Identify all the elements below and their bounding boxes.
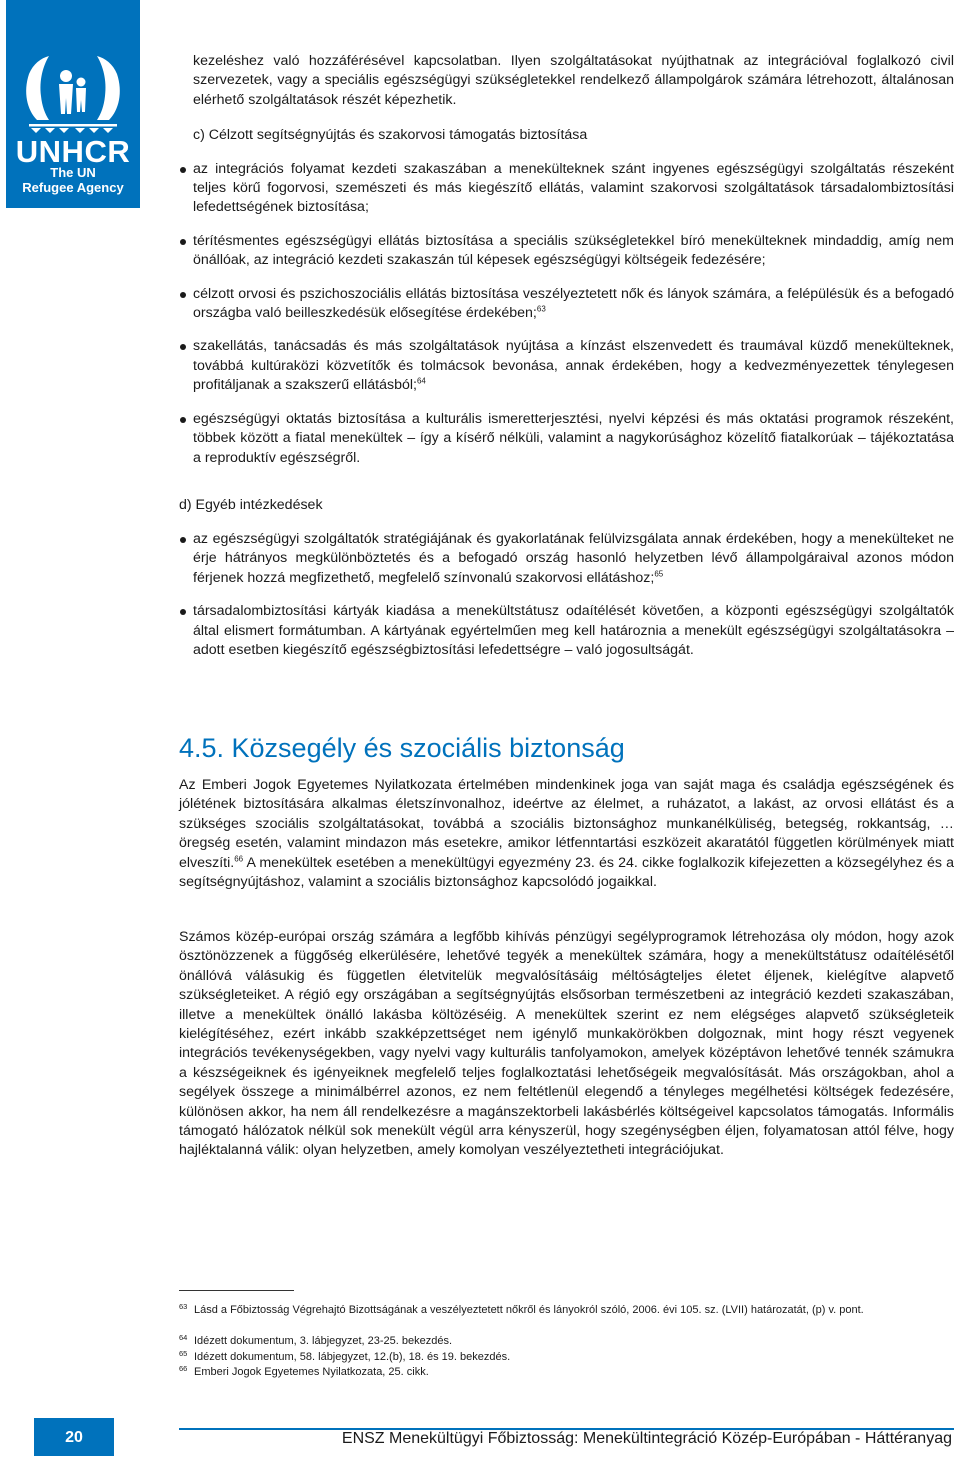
page-number: 20 [34,1418,114,1456]
footer-title: ENSZ Menekültügyi Főbiztosság: Menekültintegráció Közép-Európában - Háttéranyag [341,1430,952,1447]
list-item: az egészségügyi szolgáltatók stratégiájának és gyakorlatának felülvizsgálata annak érdekében, hogy a menekülteket ne érje hátrányos megkülönböztetés és a befogadó ország hasonló helyzetben lévő állampolgáraival azonos módon férjenek hozzá megfizethető, megfelelő színvonalú szakorvosi ellátáshoz;$^{65}$ [193,530,954,588]
section-c-list [193,160,954,468]
list-item: térítésmentes egészségügyi ellátás biztosítása a speciális szükségletekkel bíró menekülteknek mindaddig, amíg nem önállóak, az integráció kezdeti szakaszán túl képesek egészségügyi költségeik fedezésére; [193,232,954,271]
unhcr-logo [6,0,140,208]
section-d-list [193,530,954,660]
footnote: 63 Lásd a Főbiztosság Végrehajtó Bizottságának a veszélyeztetett nőkről és lányokról szóló, 2006. évi 105. sz. (LVII) határozatát, (p) v. pont. [179,1302,864,1316]
section-d-heading: d) Egyéb intézkedések [179,497,323,513]
list-item: célzott orvosi és pszichoszociális ellátás biztosítása veszélyeztetett nők és lányok számára, a felépülésük és a befogadó országba való beilleszkedésük elősegítése érdekében;$^{63}$ [193,285,954,324]
footnote-ref: 66 [234,853,244,863]
footnote: 65 Idézett dokumentum, 58. lábjegyzet, 12.(b), 18. és 19. bekezdés. [179,1349,511,1363]
list-item: egészségügyi oktatás biztosítása a kulturális ismeretterjesztési, nyelvi képzési és más oktatási programok részeként, többek között a fiatal menekültek – így a kísérő nélküli, valamint a nagykorúsághoz közelítő fiatalkorúak – tájékoztatása a reproduktív egészségről. [193,410,954,468]
list-item: szakellátás, tanácsadás és más szolgáltatások nyújtása a kínzást elszenvedett és traumával küzdő menekülteknek, továbbá kultúraközi közvetítők és tolmácsok bevonása, annak érdekében, hogy a kedvezményezettek ténylegesen profitáljanak a szakszerű ellátásból;$^{64}$ [193,337,954,395]
paragraph-challenges: Számos közép-európai ország számára a legfőbb kihívás pénzügyi segélyprogramok létrehozása oly módon, hogy azok ösztönözzenek a függőség elkerülésére, lehetővé tegyék a menekültek számára, hogy a menekültstátusz odaítélésétől önállóvá válásukig és független életvitelük megvalósításáig méltóságteljes életet éljenek, kielégítve alapvető szükségleteiket. A régió egy országában a segítségnyújtás elsősorban természetbeni az integráció kezdeti szakaszában, illetve a menekültek önálló lakásba költözéséig. A menekültek szerint ez nem elégséges alapvető szükségleteik kielégítéséhez, ezért inkább szakképzettséget nem igénylő munkakörökben dolgoznak, mint hogy részt vegyenek integrációs tevékenységekben, vagy nyelvi vagy kulturális tanfolyamokon, amelyek középtávon lehetővé tennék számukra a készségeiknek és igényeiknek megfelelő teljes foglalkoztatási lehetőségeik megvalósítását. Más országokban, ahol a segélyek összege a minimálbérrel azonos, ez nem feltétlenül elegendő a tényleges megélhetési költségek fedezésére, különösen akkor, ha nem áll rendelkezésre a magánszektorbeli lakásbérlés költségeivel kapcsolatos támogatás. Informális támogató hálózatok nélkül sok menekült végül arra kényszerül, hogy szegénységben éljen, folyamatosan attól félve, hogy hajléktalanná válik: olyan helyzetben, amely komolyan veszélyeztetheti integrációjukat. [179,929,954,1159]
list-item: az integrációs folyamat kezdeti szakaszában a menekülteknek szánt ingyenes egészségügyi szolgáltatás részeként teljes körű fogorvosi, szemészeti és más kiegészítő ellátás, valamint szakorvosi szolgáltatások társadalombiztosítási lefedettségének biztosítása; [193,160,954,218]
intro-paragraph: kezeléshez való hozzáférésével kapcsolatban. Ilyen szolgáltatásokat nyújthatnak az integrációval foglalkozó civil szervezetek, vagy a speciális egészségügyi szükségletekkel rendelkező állampolgárok számára létrehozott, általánosan elérhető szolgáltatások részét képezhetik. [193,53,954,108]
section-title: 4.5. Közsegély és szociális biztonság [179,733,625,763]
footnote: 66 Emberi Jogok Egyetemes Nyilatkozata, 25. cikk. [179,1364,429,1378]
footnote-ref: 63 [536,304,546,314]
footnote-divider [179,1290,294,1291]
footnote-ref: 65 [654,569,664,579]
upper-content [193,52,954,468]
unhcr-emblem-icon [19,50,127,134]
paragraph-rights: Az Emberi Jogok Egyetemes Nyilatkozata értelmében mindenkinek joga van saját maga és családja egészségének és jólétének biztosítására alkalmas életszínvonalhoz, ideértve az élelmet, a ruházatot, a lakást, az orvosi ellátást és a szükséges szociális szolgáltatásokat, továbbá a szociális biztonsághoz munkanélküliség, betegség, rokkantság, … öregség esetén, valamint mindazon más esetekre, amikor létfenntartási eszközeit akaratától független körülmények miatt elveszíti.$^{66}$ A menekültek esetében a menekültügyi egyezmény 23. és 24. cikke foglalkozik kifejezetten a közsegélyhez és a segítségnyújtáshoz, valamint a szociális biztonsághoz kapcsolódó jogaikkal. [179,777,954,891]
list-item: társadalombiztosítási kártyák kiadása a menekültstátusz odaítélését követően, a központi egészségügyi szolgáltatók által elismert formátumban. A kártyának egyértelműen meg kell határoznia a menekült egészségügyi szolgáltatásokra – adott esetben kiegészítő egészségbiztosítási lefedettségre – való jogosultságát. [193,602,954,660]
footnote-ref: 64 [416,376,426,386]
logo-wordmark: UNHCR [15,134,131,169]
logo-subtitle-2: Refugee Agency [22,180,124,195]
footnote: 64 Idézett dokumentum, 3. lábjegyzet, 23-25. bekezdés. [179,1333,453,1347]
section-c-heading: c) Célzott segítségnyújtás és szakorvosi támogatás biztosítása [193,127,588,144]
logo-subtitle-1: The UN [50,165,96,180]
